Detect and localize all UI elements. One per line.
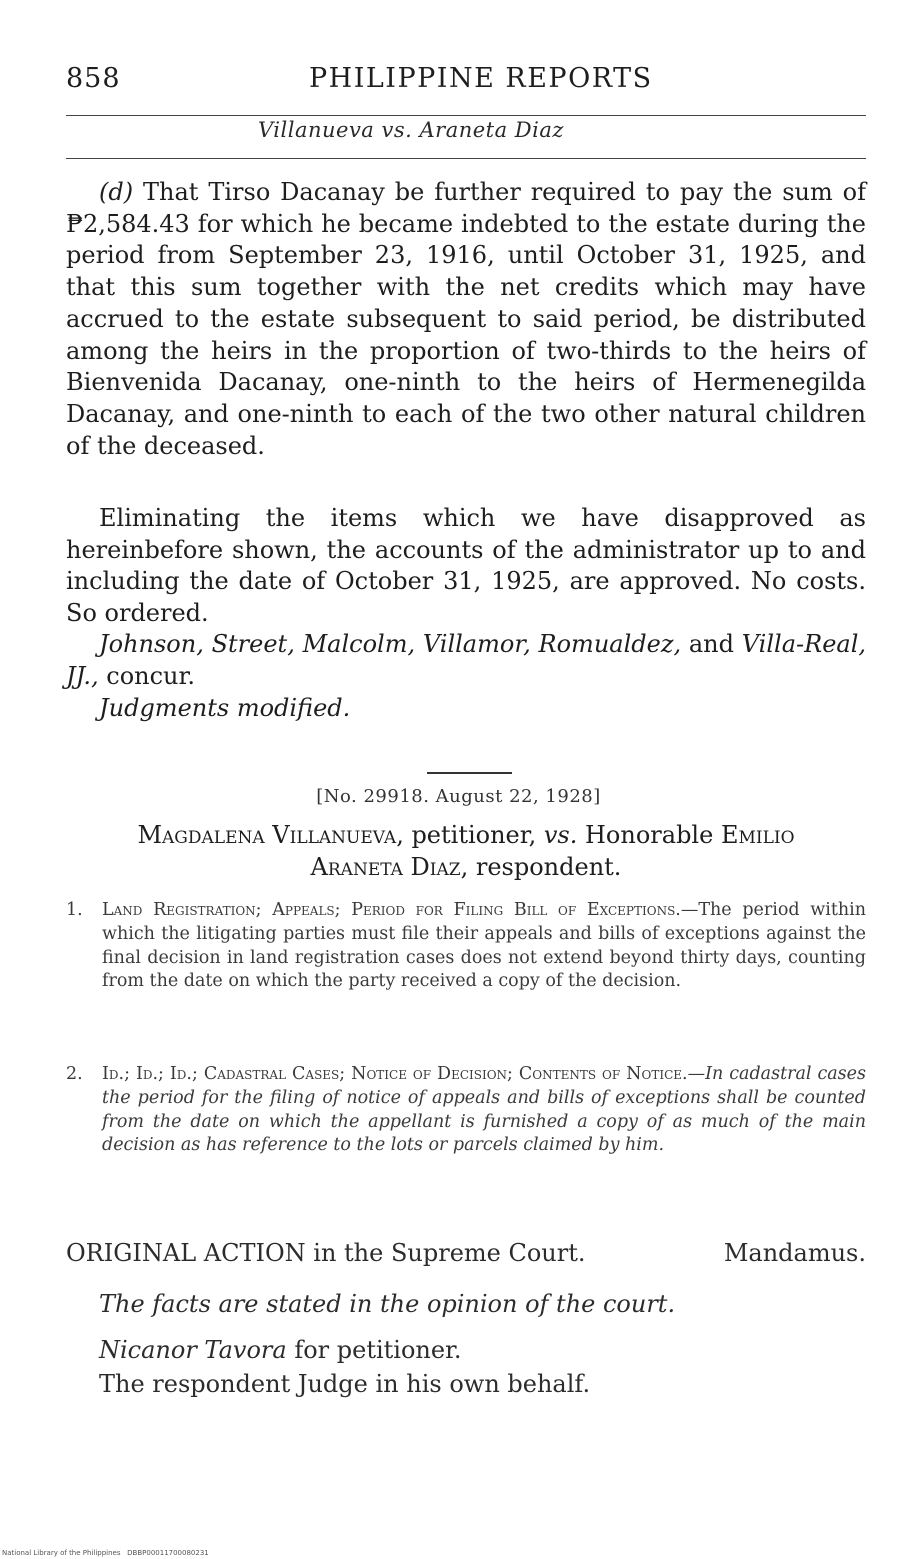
counsel-role: for petitioner. — [286, 1336, 462, 1364]
honorable: Honorable — [577, 821, 721, 849]
section-divider — [427, 772, 512, 774]
respondent-role: , respondent. — [460, 853, 622, 881]
counsel-line — [99, 1336, 462, 1364]
concur-and: and — [681, 630, 742, 658]
running-subtitle: Villanueva vs. Araneta Diaz — [258, 118, 564, 142]
petitioner-name: Magdalena Villanueva — [137, 821, 397, 849]
respondent-last-name: Araneta Diaz — [310, 853, 461, 881]
paragraph-d — [66, 177, 866, 462]
concur-justices-2: Villa-Real, JJ., — [66, 630, 867, 690]
syllabus-number: 1. — [66, 900, 83, 920]
action-type: ORIGINAL ACTION in the Supreme Court. — [66, 1239, 586, 1267]
scan-footer: National Library of the Philippines DBBP00011700080231 — [2, 1549, 209, 1557]
page-number: 858 — [66, 63, 121, 94]
versus: vs. — [543, 821, 578, 849]
header-rule-bottom — [66, 158, 866, 159]
paragraph-concur — [66, 629, 866, 692]
case-number: [No. 29918. August 22, 1928] — [316, 786, 601, 807]
syllabus-text: —In cadastral cases the period for the filing of notice of appeals and bills of exceptions shall be counted from the date on which the appellant is furnished a copy of as much of the main decision as has reference to the lots or parcels claimed by him. — [102, 1064, 866, 1156]
paragraph-eliminating: Eliminating the items which we have disapproved as hereinbefore shown, the accounts of the administrator up to and including the date of October 31, 1925, are approved. No costs. So ordered. — [66, 504, 866, 628]
syllabus-body — [66, 1063, 866, 1158]
syllabus-text: —The period within which the litigating parties must file their appeals and bills of exceptions against the final decision in land registration cases does not extend beyond thirty days, counting from the date on which the party received a copy of the decision. — [102, 900, 866, 992]
case-title — [66, 819, 866, 883]
concur-tail: concur. — [98, 661, 195, 690]
respondent-line: The respondent Judge in his own behalf. — [99, 1370, 591, 1398]
judgments-modified: Judgments modified. — [99, 694, 351, 722]
syllabus-number: 2. — [66, 1064, 83, 1084]
original-action — [66, 1239, 866, 1267]
counsel-name: Nicanor Tavora — [99, 1336, 287, 1364]
petitioner-role: , petitioner, — [396, 821, 544, 849]
facts-statement: The facts are stated in the opinion of the court. — [99, 1290, 676, 1318]
paragraph-d-text: That Tirso Dacanay be further required to pay the sum of ₱2,584.43 for which he became indebted to the estate during the period from September 23, 1916, until October 31, 1925, and that this sum together with the net credits which may have accrued to the estate subsequent to said period, be distributed among the heirs in the proportion of two-thirds to the heirs of Bienvenida Dacanay, one-ninth to the heirs of Hermenegilda Dacanay, and one-ninth to each of the two other natural children of the deceased. — [66, 178, 866, 460]
syllabus-heads: Id.; Id.; Id.; Cadastral Cases; Notice of Decision; Contents of Notice. — [102, 1064, 688, 1084]
syllabus-body — [66, 899, 866, 994]
syllabus-item — [66, 1063, 866, 1158]
paragraph-d-label: (d) — [99, 178, 134, 206]
header-rule-top — [66, 115, 866, 116]
concur-justices: Johnson, Street, Malcolm, Villamor, Romualdez, — [99, 630, 682, 658]
page-header — [66, 63, 866, 103]
running-title: PHILIPPINE REPORTS — [309, 63, 653, 94]
syllabus-item — [66, 899, 866, 994]
respondent-first-name: Emilio — [720, 821, 795, 849]
syllabus-heads: Land Registration; Appeals; Period for Filing Bill of Exceptions. — [102, 900, 681, 920]
action-remedy: Mandamus. — [723, 1239, 866, 1267]
